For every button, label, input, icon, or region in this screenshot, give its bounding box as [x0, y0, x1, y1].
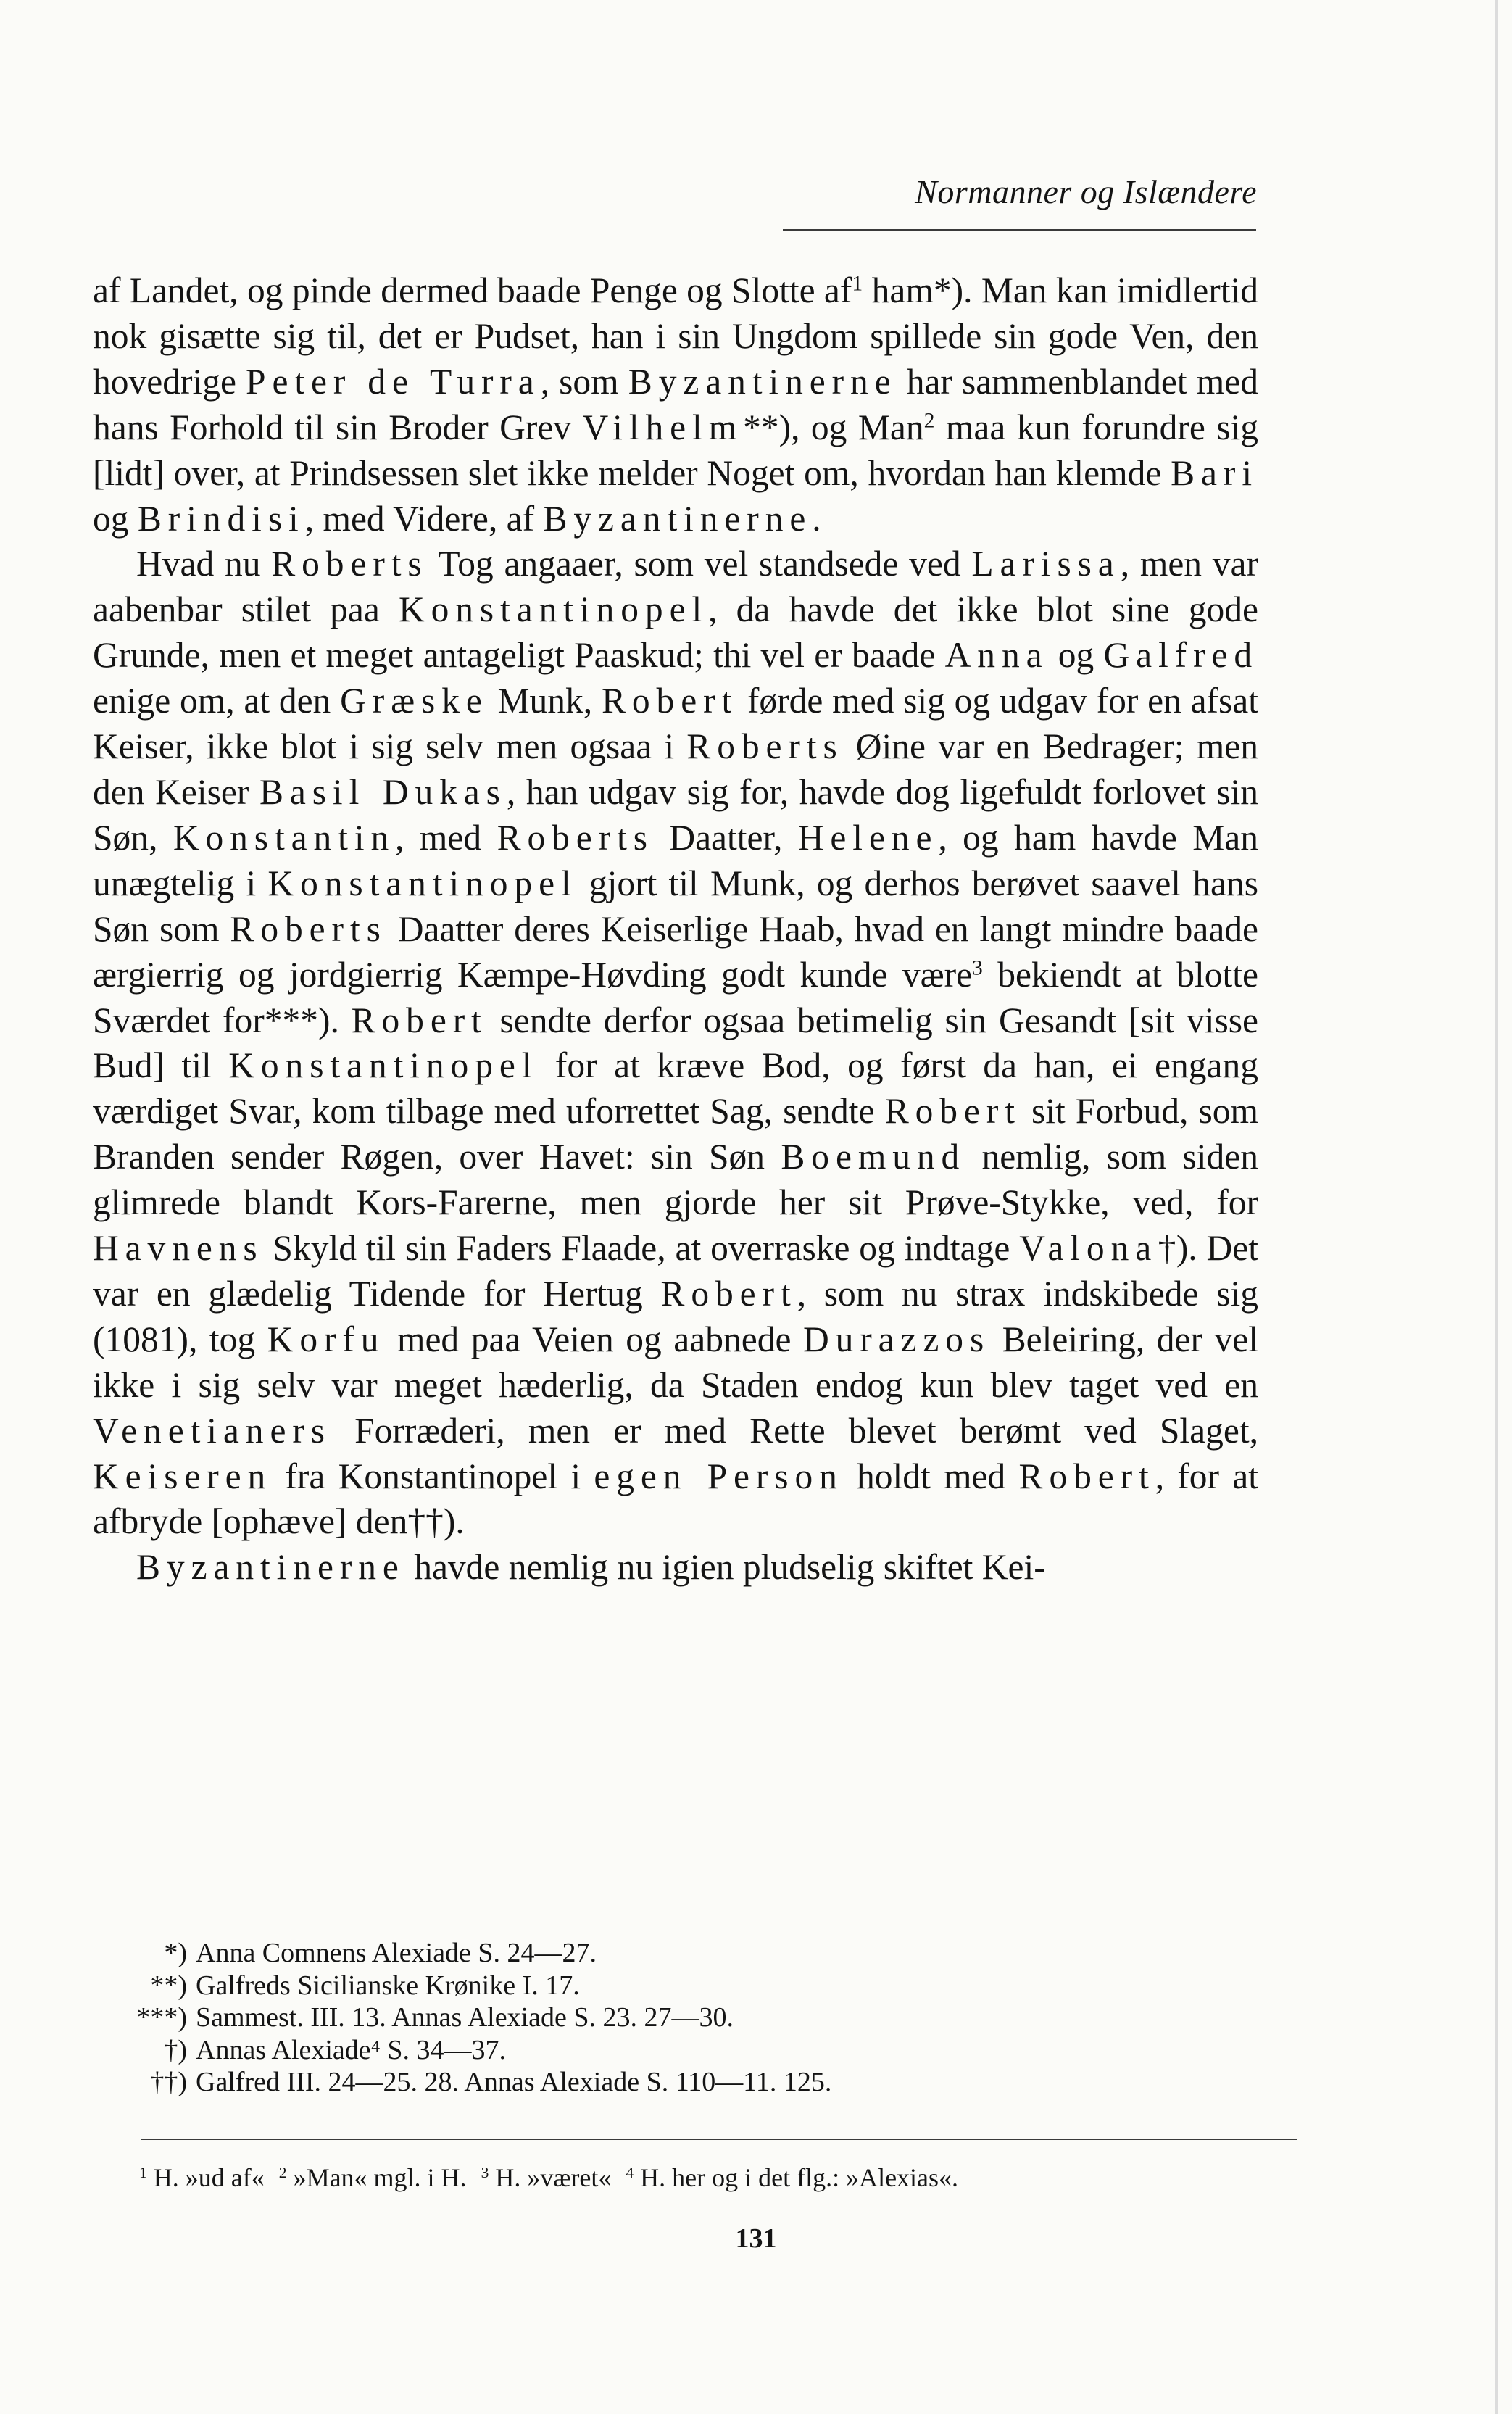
spaced-name: Byzantinerne [628, 361, 897, 402]
footnote-text: Galfreds Sicilianske Krønike I. 17. [196, 1970, 580, 2001]
apparatus-number: 2 [278, 2164, 287, 2182]
header-rule [783, 229, 1256, 231]
footnote-mark: ††) [150, 2067, 187, 2098]
footnote [93, 2002, 1258, 2034]
footnote [93, 1937, 1258, 1970]
apparatus-number: 1 [139, 2164, 147, 2182]
text-run: af Landet, og pinde dermed baade Penge og Slotte af [93, 270, 852, 310]
text-run: , med [395, 817, 497, 858]
running-header: Normanner og Islændere [915, 173, 1257, 210]
text-run: Hvad nu [136, 544, 272, 584]
paragraph [93, 268, 1258, 542]
apparatus-number: 4 [626, 2164, 634, 2182]
spaced-name: Robert [884, 1091, 1021, 1132]
spaced-name: Vilhelm [582, 407, 744, 447]
spaced-name: Larissa [971, 544, 1121, 584]
footnote-text: Anna Comnens Alexiade S. 24—27. [196, 1938, 597, 1968]
text-run: havde nemlig nu igien pludselig skiftet Kei- [404, 1547, 1046, 1588]
spaced-name: Konstantinopel [398, 589, 709, 630]
apparatus-text: H. »været« [489, 2163, 612, 2192]
spaced-name: Peter de Turra [246, 361, 541, 402]
spaced-name: egen Person [594, 1456, 844, 1496]
text-run: fra Konstantinopel i [272, 1456, 594, 1496]
spaced-name: Konstantinopel [228, 1045, 539, 1086]
footnote-text: Annas Alexiade⁴ S. 34—37. [196, 2034, 507, 2065]
text-run: , for at afbryde [ophæve] den††). [93, 1456, 1259, 1542]
text-run: holdt med [843, 1456, 1019, 1496]
spaced-name: Boemund [781, 1137, 966, 1177]
spaced-name: Anna [944, 635, 1049, 676]
footnote-mark: ***) [136, 2002, 187, 2033]
footnotes [93, 1937, 1258, 2099]
apparatus-text: H. her og i det flg.: »Alexias«. [634, 2163, 959, 2192]
spaced-name: Robert [660, 1273, 797, 1314]
footnote-mark: †) [164, 2034, 187, 2065]
text-run: enige om, at den [93, 681, 341, 721]
text-run: Beleiring, der vel ikke i sig selv var meget hæderlig, da Staden endog kun blev taget ved en [93, 1319, 1258, 1405]
apparatus-number: 3 [481, 2164, 489, 2182]
text-run: førde med sig og udgav for en afsat Keiser, ikke blot i sig selv men ogsaa i [93, 681, 1259, 767]
spaced-name: Roberts [230, 908, 387, 949]
main-text [93, 268, 1258, 1590]
text-run: Daatter, [653, 817, 798, 858]
spaced-name: Byzantinerne [136, 1547, 405, 1588]
spaced-name: Valona [1019, 1228, 1158, 1269]
footnote [93, 2034, 1258, 2067]
text-run: med paa Veien og aabnede [385, 1319, 803, 1359]
spaced-name: Basil Dukas [259, 771, 507, 812]
spaced-name: Helene [797, 817, 939, 858]
text-run: , han udgav sig for, havde dog ligefuldt forlovet sin Søn, [93, 771, 1258, 858]
critical-apparatus [139, 2162, 1299, 2194]
footnote-text: Galfred III. 24—25. 28. Annas Alexiade S. 110—11. 125. [196, 2067, 832, 2098]
text-run: for at kræve Bod, og først da han, ei engang værdiget Svar, kom tilbage med uforrettet Sag, sendte [93, 1045, 1258, 1132]
spaced-name: Bari [1171, 452, 1258, 493]
text-run: ham*). Man kan imidlertid nok gisætte sig til, det er Pudset, han i sin Ungdom spillede sin gode Ven, den hovedrige [93, 270, 1258, 402]
apparatus-reference: 2 [923, 409, 935, 433]
apparatus-note [279, 2163, 467, 2192]
text-run: Øine var en Bedrager; men den Keiser [93, 726, 1258, 812]
text-run: , med Videre, af [304, 498, 544, 539]
spaced-name: Havnens [93, 1228, 264, 1269]
apparatus-reference: 3 [972, 956, 983, 980]
text-run: sendte derfor ogsaa betimelig sin Gesandt [sit visse Bud] til [93, 1000, 1258, 1086]
spaced-name: Robert [601, 681, 739, 721]
text-run: . [812, 498, 821, 539]
footnote [93, 1970, 1258, 2002]
footnote-mark: **) [150, 1970, 187, 2001]
spaced-name: Korfu [267, 1319, 386, 1359]
text-run: har sammenblandet med hans Forhold til sin Broder Grev [93, 361, 1258, 447]
footnote-text: Sammest. III. 13. Annas Alexiade S. 23. 27—30. [196, 2002, 734, 2033]
apparatus-reference: 1 [852, 272, 863, 296]
text-run: , som nu strax indskibede sig (1081), tog [93, 1273, 1259, 1359]
apparatus-note [481, 2163, 612, 2192]
text-run: nemlig, som siden glimrede blandt Kors-Farerne, men gjorde her sit Prøve-Stykke, ved, for [93, 1137, 1259, 1223]
text-run: gjort til Munk, og derhos berøvet saavel hans Søn som [93, 863, 1258, 949]
text-run: **), og Man [743, 407, 924, 447]
page-edge-shadow [1495, 0, 1498, 2414]
spaced-name: Byzantinerne [543, 498, 813, 539]
page-number: 131 [735, 2223, 777, 2254]
text-run: Munk, [488, 681, 602, 721]
footnote-mark: *) [164, 1938, 187, 1968]
text-run: Daatter deres Keiserlige Haab, hvad en langt mindre baade ærgierrig og jordgierrig Kæmpe-Høvding godt kunde være [93, 908, 1259, 995]
text-run: , og ham havde Man unægtelig i [93, 817, 1259, 903]
text-run: , som [540, 361, 628, 402]
text-run: og [1048, 635, 1104, 676]
spaced-name: Konstantinopel [267, 863, 578, 903]
spaced-name: Keiseren [93, 1456, 273, 1496]
paragraph [93, 1545, 1258, 1590]
apparatus-text: H. »ud af« [146, 2163, 265, 2192]
spaced-name: Roberts [686, 726, 844, 767]
text-run: , da havde det ikke blot sine gode Grunde, men et meget antageligt Paaskud; thi vel er baade [93, 589, 1258, 676]
text-run: Skyld til sin Faders Flaade, at overraske og indtage [263, 1228, 1020, 1269]
apparatus-rule [141, 2139, 1297, 2140]
paragraph [93, 542, 1258, 1545]
spaced-name: Durazzos [802, 1319, 991, 1359]
spaced-name: Galfred [1103, 635, 1258, 676]
text-run: sit Forbud, som Branden sender Røgen, over Havet: sin Søn [93, 1091, 1258, 1177]
text-run: og [93, 498, 138, 539]
spaced-name: Venetianers [93, 1410, 331, 1451]
text-run: bekiendt at blotte Sværdet for***). [93, 954, 1258, 1040]
text-run: Tog angaaer, som vel standsede ved [428, 544, 972, 584]
spaced-name: Roberts [497, 817, 654, 858]
apparatus-note [139, 2163, 265, 2192]
apparatus-text: »Man« mgl. i H. [286, 2163, 467, 2192]
text-run: , men var aabenbar stilet paa [93, 544, 1258, 630]
text-run: maa kun forundre sig [lidt] over, at Prindsessen slet ikke melder Noget om, hvordan han klemde [93, 407, 1259, 493]
spaced-name: Græske [340, 681, 489, 721]
spaced-name: Konstantin [173, 817, 396, 858]
spaced-name: Brindisi [137, 498, 305, 539]
footnote [93, 2066, 1258, 2099]
text-run: Forræderi, men er med Rette blevet berømt ved Slaget, [331, 1410, 1258, 1451]
spaced-name: Robert [351, 1000, 488, 1040]
text-run: †). Det var en glædelig Tidende for Hertug [93, 1228, 1258, 1314]
spaced-name: Robert [1018, 1456, 1155, 1496]
apparatus-note [626, 2163, 958, 2192]
spaced-name: Roberts [271, 544, 428, 584]
